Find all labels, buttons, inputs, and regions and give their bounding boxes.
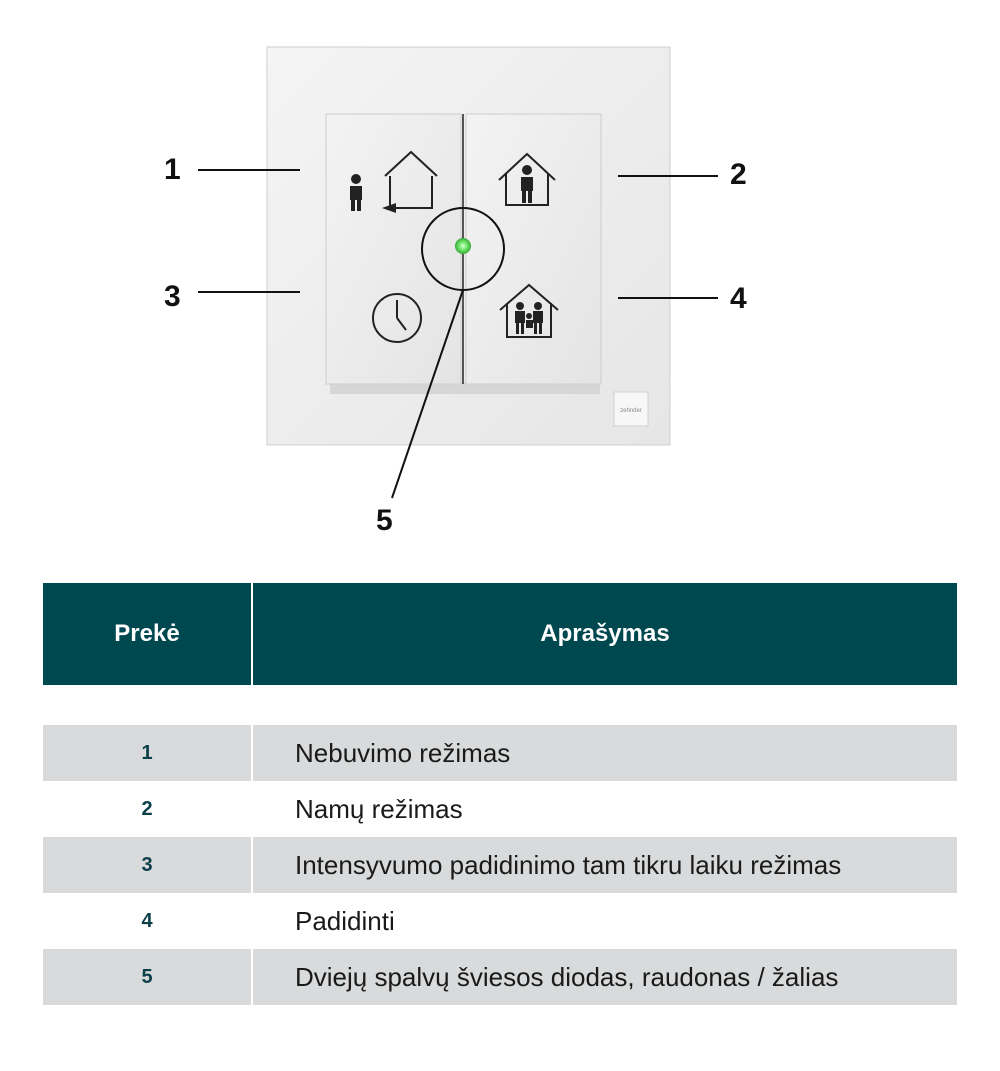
table-spacer [43, 685, 957, 725]
table-row [43, 837, 957, 893]
table-header-row [43, 583, 957, 685]
row-description: Intensyvumo padidinimo tam tikru laiku režimas [252, 837, 957, 893]
right-rocker-button[interactable] [466, 114, 601, 384]
row-description: Padidinti [252, 893, 957, 949]
table-row [43, 781, 957, 837]
row-description: Nebuvimo režimas [252, 725, 957, 781]
callout-label-5: 5 [376, 504, 393, 537]
row-item: 5 [43, 949, 252, 1005]
row-item: 1 [43, 725, 252, 781]
row-description: Dviejų spalvų šviesos diodas, raudonas / žalias [252, 949, 957, 1005]
callout-label-1: 1 [164, 153, 181, 186]
row-description: Namų režimas [252, 781, 957, 837]
led-indicator [455, 238, 471, 254]
spec-table [43, 583, 957, 1005]
header-item: Prekė [43, 583, 252, 685]
callout-label-3: 3 [164, 280, 181, 313]
table-row [43, 949, 957, 1005]
row-item: 3 [43, 837, 252, 893]
table-row [43, 893, 957, 949]
header-description: Aprašymas [252, 583, 957, 685]
table-row [43, 725, 957, 781]
left-rocker-button[interactable] [326, 114, 461, 384]
callout-label-2: 2 [730, 158, 747, 191]
row-item: 4 [43, 893, 252, 949]
brand-logo-text: zehnder [620, 408, 642, 414]
callout-label-4: 4 [730, 282, 747, 315]
row-item: 2 [43, 781, 252, 837]
